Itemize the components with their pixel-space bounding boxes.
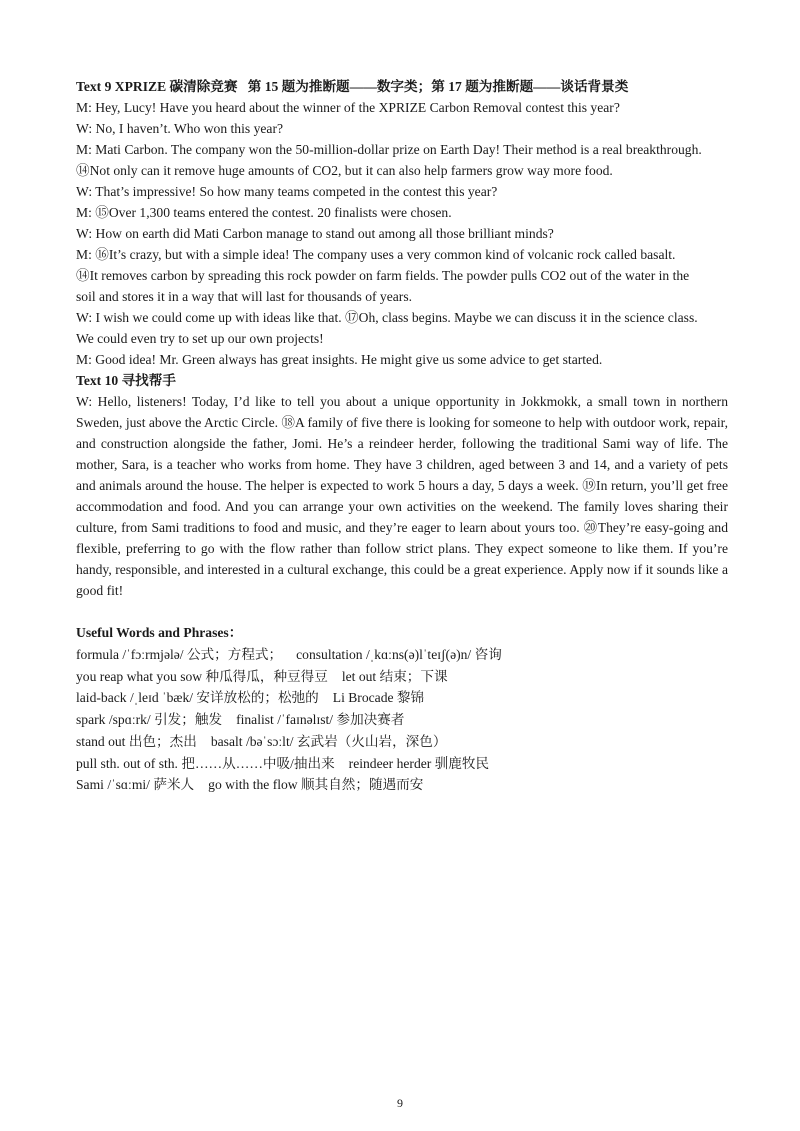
text10-monologue: W: Hello, listeners! Today, I’d like to tell you about a unique opportunity in Jokkmokk, a small town in northern Sweden, just above the Arctic Circle. ⑱A family of five there is looking for someone to help with outdoor work, repair, and construction alongside the father, Jomi. He’s a reindeer herder, following the traditional Sami way of life. The mother, Sara, is a teacher who works from home. They have 3 children, aged between 3 and 14, and a variety of pets and animals around the house. The helper is expected to work 5 hours a day, 5 days a week. ⑲In return, you’ll get free accommodation and food. And you can arrange your own activities on the weekend. The family loves sharing their culture, from Sami traditions to food and music, and they’re eager to learn about yours too. ⑳They’re easy-going and flexible, preferring to go with the flow rather than follow strict plans. They expect someone to like them. If you’re handy, responsible, and interested in a cultural exchange, this could be a great experience. Apply now if it sounds like a good fit! [76,394,728,598]
vocab-row [76,731,728,753]
dialogue-line: ⑭Not only can it remove huge amounts of CO2, but it can also help farmers grow way more food. [76,163,613,178]
vocab-item: formula /ˈfɔːrmjələ/ 公式；方程式； [76,647,283,662]
dialogue-line: W: That’s impressive! So how many teams competed in the contest this year? [76,184,498,199]
vocab-item: Sami /ˈsɑːmi/ 萨米人 [76,777,195,793]
page-content [76,76,728,796]
dialogue-line: We could even try to set up our own projects! [76,331,324,346]
text9-dialogue [76,97,728,370]
vocab-item: Li Brocade 黎锦 [332,690,425,706]
dialogue-line: W: I wish we could come up with ideas like that. ⑰Oh, class begins. Maybe we can discuss it in the science class. [76,310,698,325]
vocab-item: finalist /ˈfaɪnəlɪst/ 参加决赛者 [236,712,405,728]
vocab-item: basalt /bəˈsɔːlt/ 玄武岩（火山岩，深色） [210,733,447,749]
dialogue-line: W: How on earth did Mati Carbon manage to stand out among all those brilliant minds? [76,226,554,241]
dialogue-line: M: Hey, Lucy! Have you heard about the winner of the XPRIZE Carbon Removal contest this year? [76,100,620,115]
vocab-item: you reap what you sow 种瓜得瓜，种豆得豆 [76,668,328,684]
dialogue-line: M: ⑯It’s crazy, but with a simple idea! The company uses a very common kind of volcanic rock called basalt. [76,247,676,262]
vocab-title: Useful Words and Phrases： [76,625,243,640]
dialogue-line: soil and stores it in a way that will last for thousands of years. [76,289,413,304]
text10-heading: Text 10 寻找帮手 [76,373,176,388]
vocab-row [76,774,728,796]
vocab-list [76,644,728,796]
text9-heading [76,76,728,97]
vocab-item: reindeer herder 驯鹿牧民 [348,755,490,771]
vocab-item: stand out 出色；杰出 [76,733,197,749]
dialogue-line: W: No, I haven’t. Who won this year? [76,121,283,136]
text9-question-note: 第 15 题为推断题——数字类；第 17 题为推断题——谈话背景类 [247,79,629,94]
vocab-item: spark /spɑːrk/ 引发；触发 [76,712,223,728]
vocab-item: let out 结束；下课 [341,668,448,684]
text9-title: Text 9 XPRIZE 碳清除竞赛 [76,79,238,94]
vocab-row [76,687,728,709]
dialogue-line: M: ⑮Over 1,300 teams entered the contest. 20 finalists were chosen. [76,205,452,220]
vocab-row [76,666,728,688]
page-number: 9 [397,1096,403,1110]
section-spacer [76,601,728,622]
vocab-item: laid-back /ˌleɪd ˈbæk/ 安详放松的；松弛的 [76,690,319,706]
vocab-row [76,644,728,666]
dialogue-line: M: Mati Carbon. The company won the 50-million-dollar prize on Earth Day! Their method is a real breakthrough. [76,142,702,157]
vocab-row [76,709,728,731]
dialogue-line: M: Good idea! Mr. Green always has great insights. He might give us some advice to get started. [76,352,603,367]
vocab-item: pull sth. out of sth. 把……从……中吸/抽出来 [76,755,335,771]
vocab-item: consultation /ˌkɑːns(ə)lˈteɪʃ(ə)n/ 咨询 [296,647,502,662]
dialogue-line: ⑭It removes carbon by spreading this rock powder on farm fields. The powder pulls CO2 out of the water in the [76,268,690,283]
vocab-item: go with the flow 顺其自然；随遇而安 [208,777,424,793]
vocab-row [76,753,728,775]
